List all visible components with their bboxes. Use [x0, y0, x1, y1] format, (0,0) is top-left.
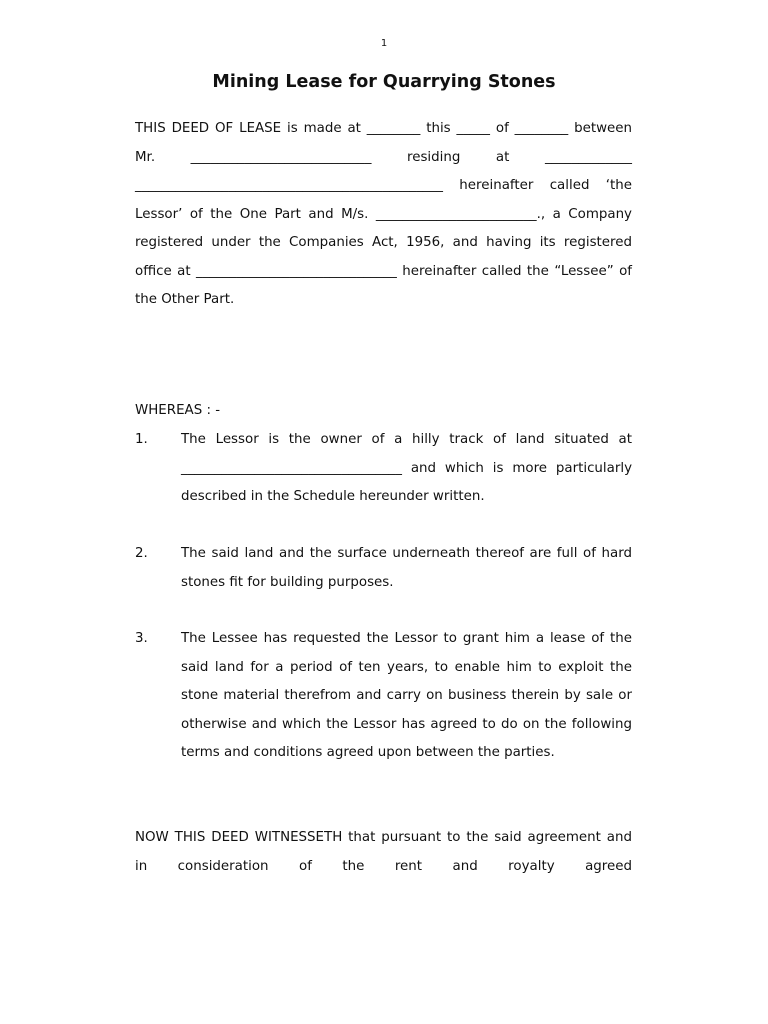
recital-clause-2: [135, 540, 632, 597]
document-title: Mining Lease for Quarrying Stones: [212, 72, 556, 92]
clause-text: The said land and the surface underneath thereof are full of hard stones fit for building purposes.: [181, 546, 632, 590]
witness-paragraph: NOW THIS DEED WITNESSETH that pursuant to the said agreement and in consideration of the rent and royalty agreed: [135, 830, 632, 874]
clause-text: The Lessor is the owner of a hilly track of land situated at _________________________________ and which is more particularly described in the Schedule hereunder written.: [181, 432, 632, 504]
clause-text: The Lessee has requested the Lessor to grant him a lease of the said land for a period of ten years, to enable him to exploit the stone material therefrom and carry on business therein by sale or otherwise and which the Lessor has agreed to do on the following terms and conditions agreed upon between the parties.: [181, 631, 632, 760]
page-number: 1: [380, 38, 388, 49]
recital-clause-3: [135, 625, 632, 768]
whereas-heading: WHEREAS : -: [135, 403, 221, 418]
clause-number: 2.: [135, 546, 148, 561]
clause-number: 1.: [135, 432, 148, 447]
opening-paragraph-block: [135, 115, 632, 315]
clause-number: 3.: [135, 631, 148, 646]
witness-paragraph-block: [135, 824, 632, 881]
recital-clause-1: [135, 426, 632, 512]
opening-paragraph: THIS DEED OF LEASE is made at ________ this _____ of ________ between Mr. ___________________________ residing at _____________ ______________________________________________ hereinafter called ‘the Lessor’ of the One Part and M/s. ________________________., a Company registered under the Companies Act, 1956, and having its registered office at ______________________________ hereinafter called the “Lessee” of the Other Part.: [135, 121, 632, 307]
